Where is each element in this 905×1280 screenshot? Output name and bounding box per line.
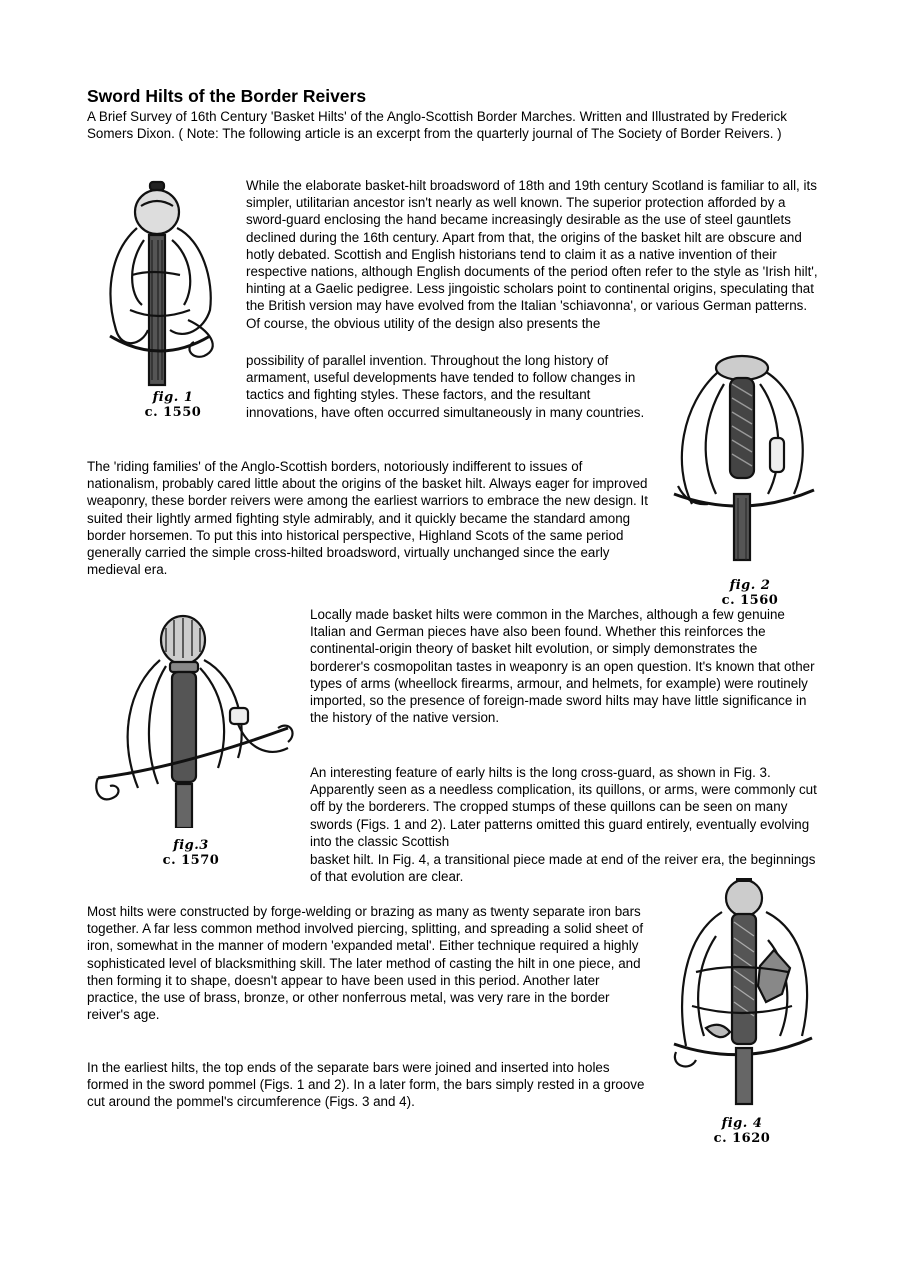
figure-1-caption (104, 390, 242, 420)
figure-label: fig. 1 (152, 390, 194, 405)
figure-4 (656, 876, 820, 1158)
figure-date: c. 1620 (713, 1131, 771, 1146)
paragraph-1: While the elaborate basket-hilt broadsword of 18th and 19th century Scotland is familiar to all, its simpler, utilitarian ancestor isn't nearly as well known. The superior protection afforded by a sword-guard enclosing the hand became increasingly desirable as the use of steel gauntlets declined during the 16th century. Apart from that, the origins of the basket hilt are obscure and hotly debated. Scottish and English historians tend to claim it as a native invention of their respective nations, although English documents of the period often refer to the style as 'Irish hilt', hinting at a Gaelic pedigree. Less jingoistic scholars point to continental origins, speculating that the British version may have evolved from the Italian 'schiavonna', or various German patterns. Of course, the obvious utility of the design also presents the (246, 178, 818, 331)
article-title: Sword Hilts of the Border Reivers (87, 86, 367, 106)
sword-hilt-illustration-3 (88, 608, 304, 828)
figure-date: c. 1570 (162, 853, 220, 868)
paragraph-4: Locally made basket hilts were common in the Marches, although a few genuine Italian and German pieces have also been found. Whether this reinforces the continental-origin theory of basket hilt evolution, or simply demonstrates the borderer's cosmopolitan tastes in weaponry is an open question. It's known that other types of arms (wheellock firearms, armour, and helmets, for example) were routinely imported, so the presence of foreign-made sword hilts may have little significance in the history of the native version. (310, 607, 815, 726)
sword-hilt-illustration-1 (92, 180, 242, 390)
figure-3-caption (78, 838, 304, 868)
figure-date: c. 1550 (144, 405, 202, 420)
figure-2 (662, 354, 822, 608)
figure-3 (88, 608, 304, 870)
paragraph-8: In the earliest hilts, the top ends of the separate bars were joined and inserted into holes formed in the sword pommel (Figs. 1 and 2). In a later form, the bars simply rested in a groove cut around the pommel's circumference (Figs. 3 and 4). (87, 1060, 645, 1110)
figure-4-caption (664, 1116, 820, 1146)
sword-hilt-illustration-2 (662, 354, 822, 564)
paragraph-7: Most hilts were constructed by forge-welding or brazing as many as twenty separate iron bars together. A far less common method involved piercing, splitting, and spreading a solid sheet of iron, somewhat in the manner of modern 'expanded metal'. Either technique required a highly sophisticated level of blacksmithing skill. The later method of casting the hilt in one piece, and then forming it to shape, doesn't appear to have been used in this period. Another later practice, the use of brass, bronze, or other nonferrous metal, was very rare in the border reiver's age. (87, 904, 644, 1023)
paragraph-2: possibility of parallel invention. Throughout the long history of armament, useful developments have tended to follow changes in tactics and fighting styles. These factors, and the resultant innovations, have often occurred simultaneously in many countries. (246, 353, 645, 420)
paragraph-3: The 'riding families' of the Anglo-Scottish borders, notoriously indifferent to issues of nationalism, probably cared little about the origins of the basket hilt. Always eager for improved weaponry, these border reivers were among the earliest warriors to embrace the new design. It suited their lightly armed fighting style admirably, and it quickly became the standard among border horsemen. To put this into historical perspective, Highland Scots of the same period generally carried the simple cross-hilted broadsword, virtually unchanged since the early medieval era. (87, 459, 648, 578)
figure-label: fig.3 (173, 838, 209, 853)
figure-label: fig. 2 (729, 578, 771, 593)
article-intro: A Brief Survey of 16th Century 'Basket Hilts' of the Anglo-Scottish Border Marches. Written and Illustrated by Frederick Somers Dixon. ( Note: The following article is an excerpt from the quarterly journal of The Society of Border Reivers. ) (87, 109, 787, 142)
figure-2-caption (678, 578, 822, 608)
figure-date: c. 1560 (721, 593, 779, 608)
paragraph-5: An interesting feature of early hilts is the long cross-guard, as shown in Fig. 3. Apparently seen as a needless complication, its quillons, or arms, were commonly cut off by the borderers. The cropped stumps of these quillons can be seen on many swords (Figs. 1 and 2). Later patterns omitted this guard entirely, eventually evolving into the classic Scottish (310, 765, 817, 849)
figure-label: fig. 4 (721, 1116, 763, 1131)
paragraph-6: basket hilt. In Fig. 4, a transitional piece made at end of the reiver era, the beginnings of that evolution are clear. (310, 852, 816, 885)
sword-hilt-illustration-4 (656, 876, 820, 1106)
figure-1 (92, 180, 242, 420)
